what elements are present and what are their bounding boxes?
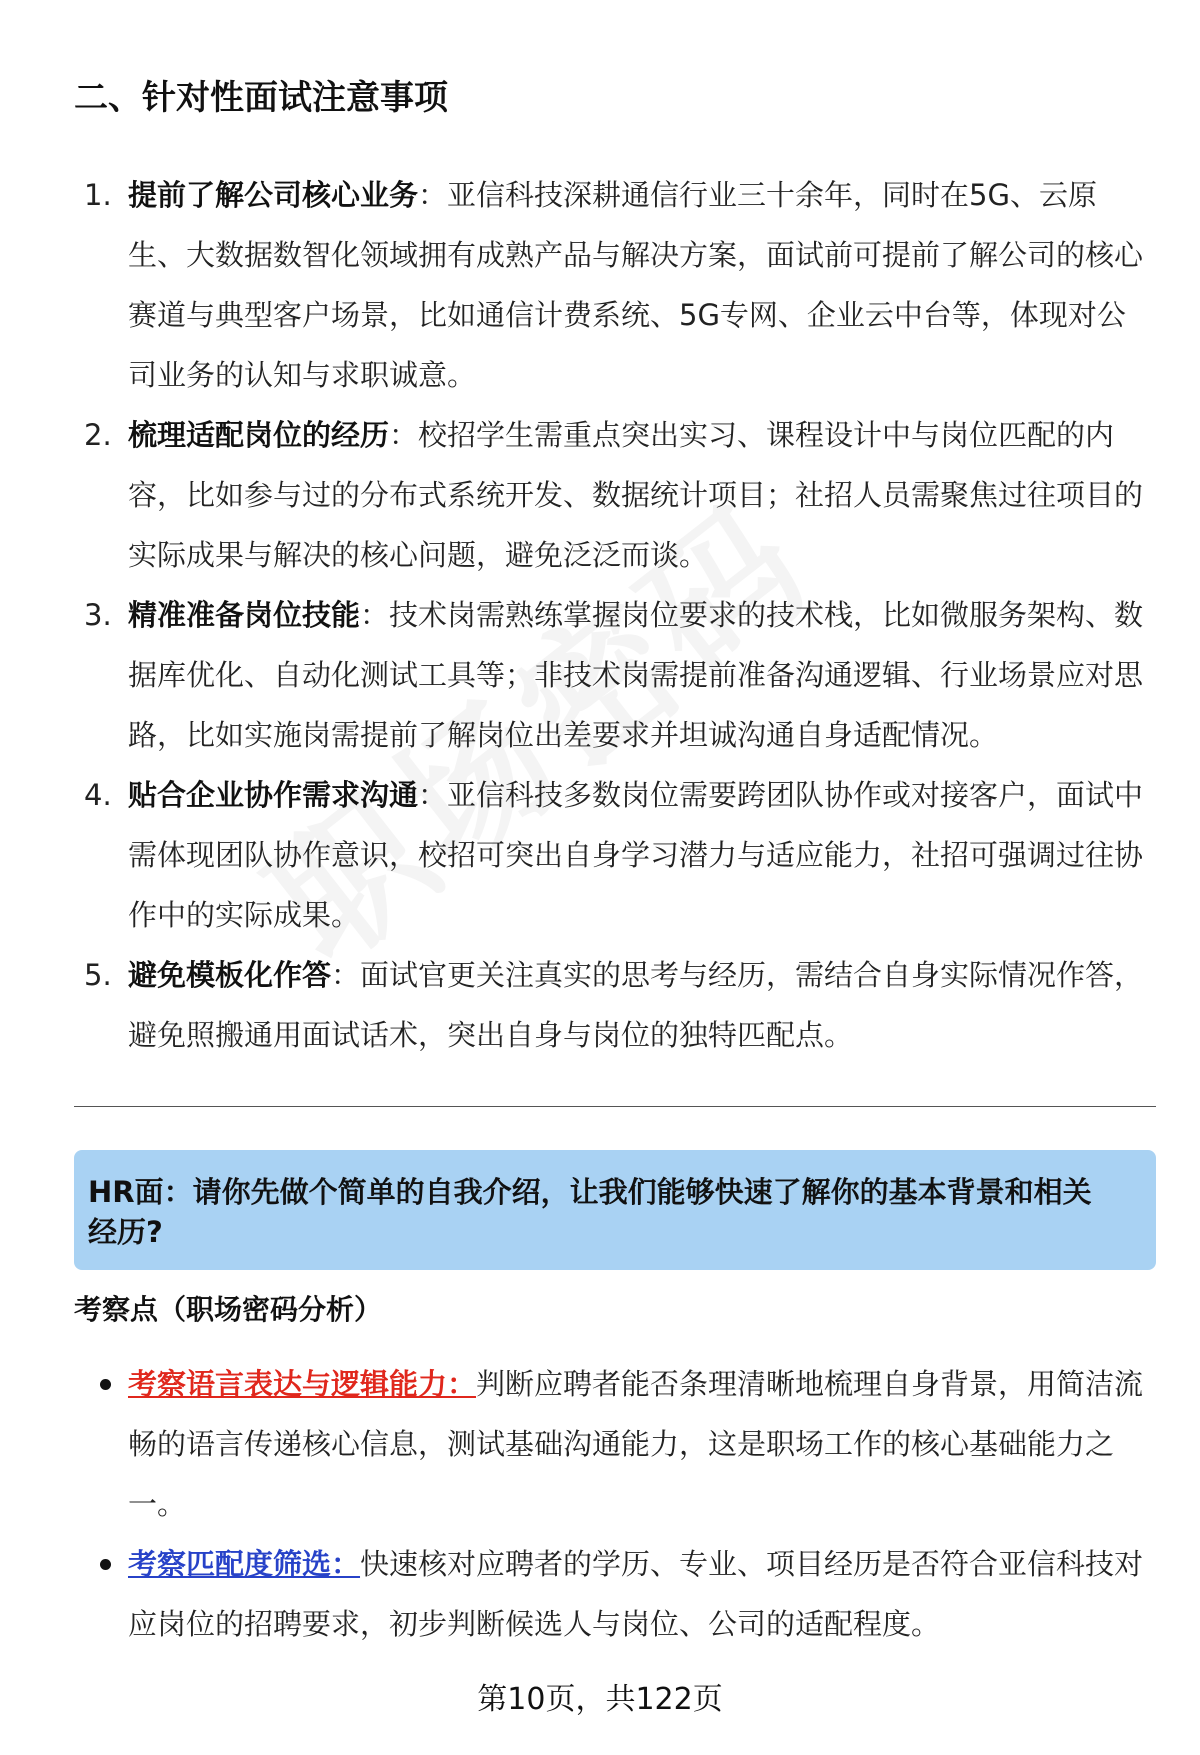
bullet-item — [84, 1534, 1154, 1654]
bullet-label-link[interactable]: 考察匹配度筛选： — [128, 1547, 361, 1581]
bullet-item — [84, 1354, 1154, 1534]
interview-question: HR面：请你先做个简单的自我介绍，让我们能够快速了解你的基本背景和相关经历? — [88, 1175, 1092, 1249]
analysis-subheading: 考察点（职场密码分析） — [74, 1293, 383, 1326]
list-item — [84, 945, 1154, 1065]
list-separator: ： — [360, 598, 390, 632]
bullet-text: 快速核对应聘者的学历、专业、项目经历是否符合亚信科技对应岗位的招聘要求，初步判断候选人与岗位、公司的适配程度。 — [128, 1547, 1144, 1641]
list-text: 面试官更关注真实的思考与经历，需结合自身实际情况作答，避免照搬通用面试话术，突出自身与岗位的独特匹配点。 — [128, 958, 1144, 1052]
list-number: 2. — [84, 418, 112, 452]
list-number: 5. — [84, 958, 112, 992]
bullet-label-link[interactable]: 考察语言表达与逻辑能力： — [128, 1367, 477, 1401]
list-item — [84, 165, 1154, 405]
list-term: 梳理适配岗位的经历 — [128, 418, 390, 452]
list-item — [84, 765, 1154, 945]
list-number: 1. — [84, 178, 112, 212]
list-separator: ： — [331, 958, 361, 992]
tips-list — [84, 165, 1154, 1065]
horizontal-divider — [74, 1106, 1156, 1107]
list-term: 避免模板化作答 — [128, 958, 332, 992]
list-text: 技术岗需熟练掌握岗位要求的技术栈，比如微服务架构、数据库优化、自动化测试工具等；非技术岗需提前准备沟通逻辑、行业场景应对思路，比如实施岗需提前了解岗位出差要求并坦诚沟通自身适配情况。 — [128, 598, 1144, 752]
list-number: 3. — [84, 598, 112, 632]
interview-question-box — [74, 1150, 1156, 1270]
list-term: 提前了解公司核心业务 — [128, 178, 419, 212]
bullet-dot-icon — [100, 1559, 111, 1570]
bullet-dot-icon — [100, 1379, 111, 1390]
list-term: 贴合企业协作需求沟通 — [128, 778, 419, 812]
page-footer: 第10页，共122页 — [477, 1682, 723, 1717]
list-item — [84, 405, 1154, 585]
list-separator: ： — [389, 418, 419, 452]
analysis-bullets — [84, 1354, 1154, 1654]
list-text: 亚信科技多数岗位需要跨团队协作或对接客户，面试中需体现团队协作意识，校招可突出自身学习潜力与适应能力，社招可强调过往协作中的实际成果。 — [128, 778, 1144, 932]
list-item — [84, 585, 1154, 765]
list-number: 4. — [84, 778, 112, 812]
list-separator: ： — [418, 178, 448, 212]
list-text: 亚信科技深耕通信行业三十余年，同时在5G、云原生、大数据数智化领域拥有成熟产品与解决方案，面试前可提前了解公司的核心赛道与典型客户场景，比如通信计费系统、5G专网、企业云中台等，体现对公司业务的认知与求职诚意。 — [128, 178, 1144, 392]
bullet-text: 判断应聘者能否条理清晰地梳理自身背景，用简洁流畅的语言传递核心信息，测试基础沟通能力，这是职场工作的核心基础能力之一。 — [128, 1367, 1144, 1521]
list-text: 校招学生需重点突出实习、课程设计中与岗位匹配的内容，比如参与过的分布式系统开发、数据统计项目；社招人员需聚焦过往项目的实际成果与解决的核心问题，避免泛泛而谈。 — [128, 418, 1144, 572]
section-title: 二、针对性面试注意事项 — [74, 78, 448, 118]
list-separator: ： — [418, 778, 448, 812]
list-term: 精准准备岗位技能 — [128, 598, 361, 632]
